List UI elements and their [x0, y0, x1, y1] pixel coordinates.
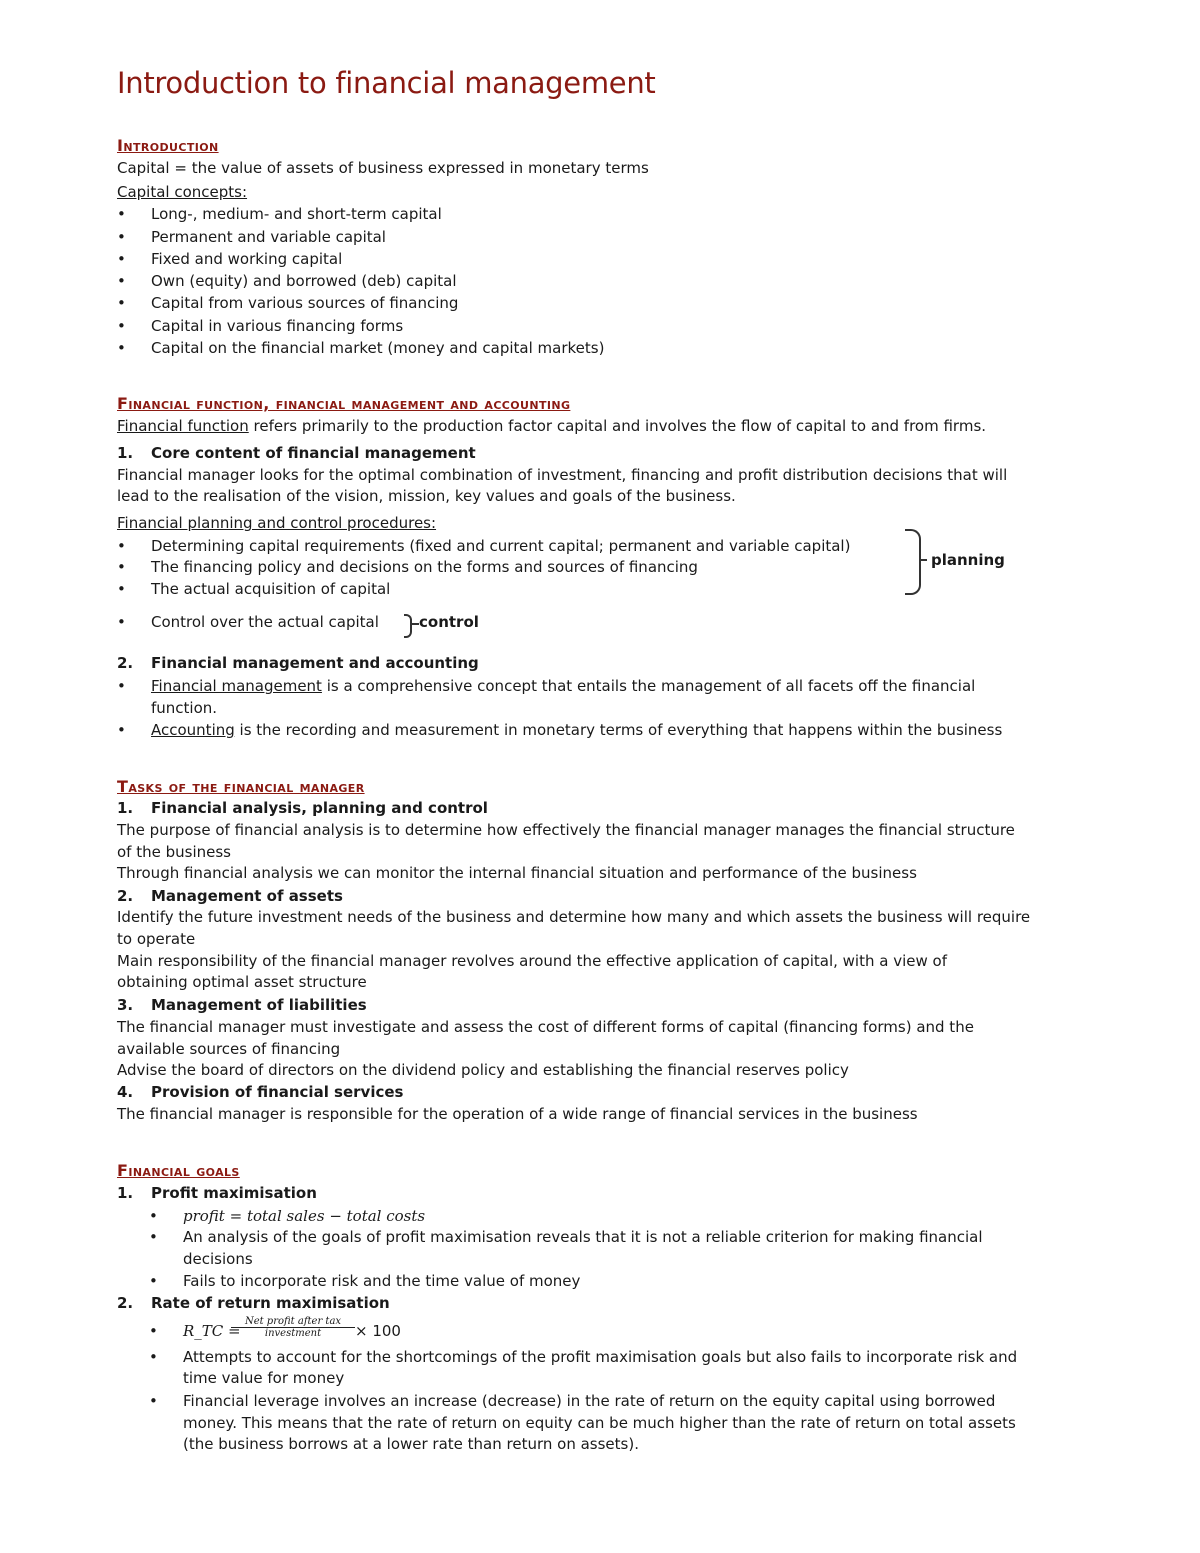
paragraph-line: Main responsibility of the financial manager revolves around the effective application of capital, with a view of	[117, 952, 947, 970]
paragraph-line: function.	[151, 699, 218, 717]
paragraph-line: The financial manager is responsible for the operation of a wide range of financial services in the business	[117, 1105, 918, 1123]
paragraph-line: lead to the realisation of the vision, mission, key values and goals of the business.	[117, 487, 736, 505]
control-brace-tip	[411, 623, 419, 625]
financial-function-definition: Financial function refers primarily to the production factor capital and involves the flow of capital to and from firms.	[117, 417, 987, 435]
control-brace	[404, 614, 412, 638]
heading-financial-function: Financial function, financial management and accounting	[117, 394, 571, 413]
paragraph-line: available sources of financing	[117, 1040, 341, 1058]
paragraph-line: Identify the future investment needs of the business and determine how many and which assets the business will require	[117, 908, 1031, 926]
paragraph-line: (the business borrows at a lower rate than return on assets).	[183, 1435, 639, 1453]
capital-definition: Capital = the value of assets of business expressed in monetary terms	[117, 159, 649, 177]
paragraph-line: of the business	[117, 843, 231, 861]
document-title: Introduction to financial management	[117, 66, 656, 100]
procedures-label: Financial planning and control procedures:	[117, 514, 437, 532]
paragraph-line: The purpose of financial analysis is to determine how effectively the financial manager manages the financial structure	[117, 821, 1015, 839]
paragraph-line: Through financial analysis we can monitor the internal financial situation and performance of the business	[117, 864, 917, 882]
heading-tasks: Tasks of the financial manager	[117, 777, 365, 796]
paragraph-line: Financial manager looks for the optimal combination of investment, financing and profit distribution decisions that will	[117, 466, 1008, 484]
paragraph-line: to operate	[117, 930, 196, 948]
document-page: Introduction to financial management Introduction Capital = the value of assets of business expressed in monetary terms Capital concepts: • Long-, medium- and short-term capital • Permanent and variable capital • Fixed and working capital • Own (equity) and borrowed (deb) capital • Capital from various sources of financing • Capital in various financing forms • Capital on the financial market (money and capital markets) Financial function, financial management and accounting Financial function refers primarily to the production factor capital and involves the flow of capital to and from firms. 1. Core content of financial management Financial manager looks for the optimal combination of investment, financing and profit distribution decisions that will lead to the realisation of the vision, mission, key values and goals of the business. Financial planning and control procedures: • Determining capital requirements (fixed and current capital; permanent and variable capital) • The financing policy and decisions on the forms and sources of financing • The actual acquisition of capital • Control over the actual capital planning control 2. Financial management and accounting • Financial management is a comprehensive concept that entails the management of all facets off the financial function. • Accounting is the recording and measurement in monetary terms of everything that happens within the business Tasks of the financial manager 1. Financial analysis, planning and control The purpose of financial analysis is to determine how effectively the financial manager manages the financial structure of the business Through financial analysis we can monitor the internal financial situation and performance of the business 2. Management of assets Identify the future investment needs of the business and determine how many and which assets the business will require to operate Main responsibility of the financial manager revolves around the effective application of capital, with a view of obtaining optimal asset structure 3. Management of liabilities The financial manager must investigate and assess the cost of different forms of capital (financing forms) and the available sources of financing Advise the board of directors on the dividend policy and establishing the financial reserves policy 4. Provision of financial services The financial manager is responsible for the operation of a wide range of financial services in the business Financial goals 1. Profit maximisation • profit = total sales − total costs • An analysis of the goals of profit maximisation reveals that it is not a reliable criterion for making financial decisions • Fails to incorporate risk and the time value of money 2. Rate of return maximisation • R_TC = Net profit after tax investment × 100 • Attempts to account for the shortcomings of the profit maximisation goals but also fails to incorporate risk and time value for money • Financial leverage involves an increase (decrease) in the rate of return on the equity capital using borrowed money. This means that the rate of return on equity can be much higher than the rate of return on total assets (the business borrows at a lower rate than return on assets).	[117, 66, 1031, 1453]
heading-introduction: Introduction	[117, 136, 219, 155]
planning-brace	[905, 529, 921, 595]
planning-label: planning	[931, 551, 1005, 569]
planning-brace-tip	[919, 559, 927, 561]
paragraph-line: time value for money	[183, 1369, 345, 1387]
paragraph-line: money. This means that the rate of return on equity can be much higher than the rate of return on total assets	[183, 1414, 1016, 1432]
control-label: control	[419, 613, 479, 631]
heading-financial-goals: Financial goals	[117, 1161, 240, 1180]
paragraph-line: The financial manager must investigate and assess the cost of different forms of capital (financing forms) and the	[117, 1018, 974, 1036]
profit-formula: profit = total sales − total costs	[183, 1207, 426, 1225]
paragraph-line: decisions	[183, 1250, 253, 1268]
capital-concepts-label: Capital concepts:	[117, 183, 248, 201]
paragraph-line: obtaining optimal asset structure	[117, 973, 367, 991]
paragraph-line: Advise the board of directors on the dividend policy and establishing the financial reserves policy	[117, 1061, 849, 1079]
